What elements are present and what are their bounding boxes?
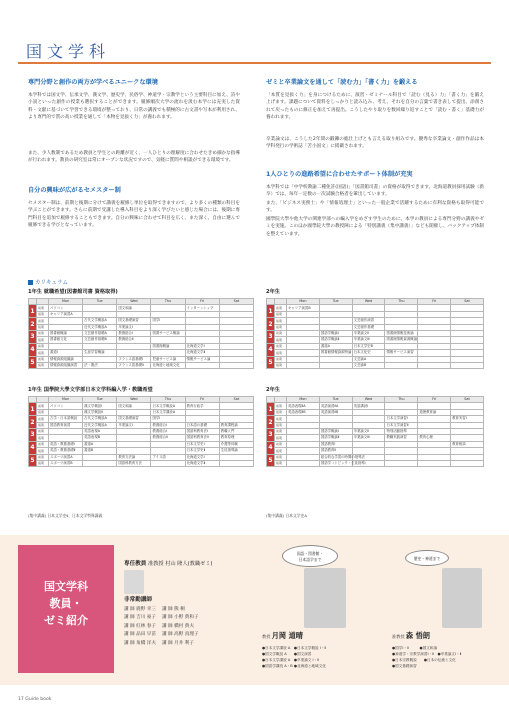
table-cell: キャリア演習A: [49, 311, 83, 317]
term-label: 前期: [275, 416, 287, 422]
period-number: 4: [267, 441, 275, 454]
timetable-4: [266, 396, 484, 467]
table-cell: 英語演習ⅡA: [319, 403, 352, 409]
table-cell: [319, 362, 352, 368]
page-footer: 17 Guide book: [18, 697, 52, 702]
table-cell: 卒業論文Ⅰ: [117, 422, 151, 428]
table-cell: 教養総合Ⅰ: [117, 330, 151, 336]
table-cell: 教育原理: [219, 435, 253, 441]
head-role: 専任教員: [124, 561, 147, 567]
table-cell: 英語演習ⅡB: [319, 409, 352, 415]
table-cell: [287, 460, 320, 466]
table-4-title: 2年生: [266, 387, 280, 393]
left-heading-1: 専門分野と創作の両方が学べるユニークな環境: [28, 79, 158, 86]
table-cell: 図書サービス概論: [151, 330, 185, 336]
table-cell: 教養総合Ⅰ: [151, 422, 185, 428]
right-paragraph-2b: また、「ビジネス実務士」や「情報処理士」といった一般企業で活躍するために有利な資格も取得可能です。: [266, 201, 484, 214]
table-cell: パソコン: [49, 403, 83, 409]
table-cell: 古学・日本語概説: [49, 416, 83, 422]
table-cell: 日本文学史Ⅰ: [185, 441, 219, 447]
period-number: 3: [29, 330, 37, 343]
table-cell: 国語科教育方法: [117, 460, 151, 466]
term-label: 後期: [37, 362, 49, 368]
professor-1-title: 教授: [262, 634, 271, 639]
table-cell: 国語学概論Ⅰ: [319, 428, 352, 434]
term-label: 後期: [37, 448, 49, 454]
left-paragraph-1: 本学科では国文学、伝承文学、漢文学、歴史学、民俗学、神道学・宗教学という主要科目に加え、詩や小説といった創作の授業も選択することができます。履修順次大学の流れを汲む本学には充実した資料・文献に基づいて学習できる環境が整っており、日常の講義でも積極的に古文書や写本が利用され、より専門的で質の高い授業を通して「本物を見抜く力」が養われます。: [28, 93, 240, 121]
speech-bubble-1: 国語・図書館・ 日本語学まで: [282, 545, 338, 567]
term-label: 後期: [275, 409, 287, 415]
table-cell: 文芸創作基礎B: [83, 337, 117, 343]
curriculum-label-text: カリキュラム: [35, 280, 68, 286]
table-cell: 児童サービス論: [151, 356, 185, 362]
table-cell: 国文和論: [117, 305, 151, 311]
table-cell: 法・憲法: [83, 362, 117, 368]
table-cell: [83, 460, 117, 466]
day-header: Thu: [151, 299, 185, 305]
table-cell: 英語表現ⅡB: [287, 409, 320, 415]
table-cell: 古代文学概説A: [83, 318, 117, 324]
table-cell: 近代文学概説A: [83, 324, 117, 330]
term-label: 前期: [275, 403, 287, 409]
table-cell: [418, 460, 451, 466]
period-number: 4: [29, 343, 37, 356]
table-cell: 教育行政学: [185, 403, 219, 409]
period-number: 1: [29, 403, 37, 416]
table-cell: 文芸創作基礎: [352, 324, 385, 330]
day-header: Tue: [319, 299, 352, 305]
table-row: [29, 460, 254, 466]
professor-2-title: 准教授: [392, 634, 405, 639]
table-cell: 情報サービス演習: [385, 350, 418, 356]
table-cell: 図書館文化: [49, 337, 83, 343]
table-cell: 英語表現B: [83, 435, 117, 441]
table-cell: 北海道文学Ⅱ: [185, 460, 219, 466]
table-cell: 日本文化史: [352, 350, 385, 356]
period-number: 2: [267, 416, 275, 429]
table-cell: 日本文学史Ⅱ: [185, 448, 219, 454]
term-label: 後期: [275, 337, 287, 343]
term-label: 後期: [275, 422, 287, 428]
faculty-banner-title: 国文学科 教員・ ゼミ紹介: [44, 580, 88, 627]
day-header: Thu: [151, 397, 185, 403]
term-label: 後期: [275, 362, 287, 368]
part-time-label: [124, 596, 152, 605]
term-label: 前期: [275, 343, 287, 349]
term-label: 後期: [275, 350, 287, 356]
table-cell: 国語学概論Ⅱ: [319, 337, 352, 343]
table-cell: 生徒指導論: [219, 448, 253, 454]
table-cell: [418, 362, 451, 368]
professor-2-name: [392, 631, 430, 642]
table-cell: 日本文学概説A: [151, 403, 185, 409]
left-paragraph-2: セメスター制は、前期と後期に分けて講義を履修し単位を取得できますので、より多くの種類の科目を学ぶことができます。さらに前期で受講した導入科目をより深く学びたいと感じた場合には、後期に専門科目を追加で履修することもできます。自分の興味に合わせて科目を広く、また深く、自由に選んで履修できる学びとなっています。: [28, 201, 240, 229]
day-header: Sat: [451, 299, 484, 305]
faculty-head: [124, 560, 212, 569]
term-label: 前期: [275, 428, 287, 434]
term-label: 前期: [37, 356, 49, 362]
term-label: 後期: [37, 337, 49, 343]
table-cell: スポーツ演習B: [49, 460, 83, 466]
period-number: 5: [267, 454, 275, 467]
table-cell: スポーツ演習A: [49, 454, 83, 460]
table-cell: 国語教育演習: [49, 422, 83, 428]
table-cell: アイヌ語: [151, 454, 185, 460]
table-cell: 国語教育Ⅰ: [319, 441, 352, 447]
part-time-label-text: 非常勤講師: [124, 597, 152, 603]
table-cell: [451, 460, 484, 466]
table-cell: 情報資源組織演習: [49, 362, 83, 368]
term-label: 後期: [37, 422, 49, 428]
term-label: 前期: [275, 330, 287, 336]
table-row: [267, 460, 484, 466]
term-label: 前期: [275, 318, 287, 324]
table-cell: 書道B: [83, 448, 117, 454]
table-cell: 日本文学史B: [352, 343, 385, 349]
professor-2-photo: [442, 568, 482, 628]
table-cell: 文芸創作演習: [352, 318, 385, 324]
table-cell: フランス語基礎Ⅱ: [117, 362, 151, 368]
professor-1-subjects: ●日本文学講読 A ●日本文学概説 Ⅰ・Ⅱ ●国文学概説 A ●国文演習 ●日本文学講読 A ●卒業論文 Ⅰ・Ⅱ ●国語学講読 A・B ●北海道と地域文化: [262, 646, 327, 668]
table-cell: 図書館情報資源特論: [320, 350, 352, 355]
period-number: 1: [267, 305, 275, 318]
table-cell: [451, 362, 484, 368]
table-cell: 生涯学習概論: [83, 350, 117, 356]
period-number: 3: [29, 428, 37, 441]
table-cell: 教育実習Ⅰ: [451, 416, 484, 422]
period-number: 3: [267, 330, 275, 343]
term-label: 後期: [37, 311, 49, 317]
term-label: 後期: [37, 324, 49, 330]
term-label: 前期: [37, 343, 49, 349]
table-cell: 英語・教養基礎Ⅱ: [49, 448, 83, 454]
table-cell: 教育相談: [451, 441, 484, 447]
professor-2-name-text: 森 悟朗: [405, 631, 430, 640]
table-cell: 文芸論B: [352, 362, 385, 368]
table-cell: フランス語基礎Ⅰ: [117, 356, 151, 362]
table-cell: 卒業論文Ⅲ: [352, 337, 385, 343]
table-row: [267, 362, 484, 368]
table-cell: 英語表現A: [83, 428, 117, 434]
day-header: Fri: [185, 299, 219, 305]
period-number: 5: [267, 356, 275, 369]
table-cell: 英語・教養基礎Ⅰ: [49, 441, 83, 447]
table-cell: 国語学（トピック・生徒指導）: [320, 461, 369, 466]
table-cell: 日本文学演習Ⅰ: [385, 416, 418, 422]
table-3-title: 1年生 国學院大學文学部日本文学科編入学・教職希望: [28, 387, 153, 393]
table-cell: キャリア演習B: [287, 305, 320, 311]
day-header: Mon: [287, 299, 320, 305]
table-cell: 英語表現ⅡA: [287, 403, 320, 409]
part-time-lecturer-row: 講 師 角橋 洋夫 講 師 月井 利子: [124, 640, 194, 646]
table-cell: [385, 362, 418, 368]
term-label: 後期: [275, 324, 287, 330]
table-cell: インターンシップ: [185, 305, 219, 311]
table-cell: 情報サービス論: [185, 356, 219, 362]
term-label: 前期: [275, 441, 287, 447]
page-title: 国文学科: [26, 42, 111, 61]
table-cell: 国語科教育法Ⅱ: [185, 435, 219, 441]
part-time-lecturer-row: 講 師 鹿野 幸三 講 師 熊 桐: [124, 607, 185, 612]
professor-2-subjects: ●国学Ⅰ・Ⅱ ●国文和論 ●神道学・宗教学演習Ⅰ・Ⅱ ●卒業論文Ⅰ・Ⅱ ●日本宗教概説 ●日本の伝統と文化 ●国文基礎演習: [392, 646, 462, 668]
term-label: 前期: [37, 441, 49, 447]
table-cell: 書道A: [83, 441, 117, 447]
period-number: 4: [267, 343, 275, 356]
period-number: 2: [29, 318, 37, 331]
table-cell: 教育課程論: [219, 422, 253, 428]
day-header: Mon: [49, 299, 83, 305]
timetable-2: [266, 298, 484, 369]
table-cell: 漢文学概説Ⅱ: [83, 409, 117, 415]
table-cell: 日本語の基礎: [185, 422, 219, 428]
table-cell: [287, 362, 320, 368]
table-cell: 情報資源組織論: [49, 356, 83, 362]
table-cell: 国語学概論Ⅰ: [319, 330, 352, 336]
timetable-3: [28, 396, 254, 467]
table-cell: 国語教育Ⅱ: [319, 448, 352, 454]
professor-1-name-text: 月岡 道晴: [271, 631, 303, 640]
day-header: Fri: [418, 397, 451, 403]
day-header: Fri: [418, 299, 451, 305]
day-header: Wed: [352, 397, 385, 403]
table-cell: 国語科教育法Ⅰ: [185, 428, 219, 434]
table-cell: 日本文学講読A: [151, 409, 185, 415]
period-number: 1: [29, 305, 37, 318]
period-number: 2: [29, 416, 37, 429]
term-label: 前期: [275, 305, 287, 311]
table-cell: 漢文学概説Ⅰ: [83, 403, 117, 409]
table-cell: [219, 362, 253, 368]
day-header: Thu: [385, 299, 418, 305]
note-1: (集中講義) 日本文学史Ⅱ、日本文学特殊講義: [28, 513, 103, 518]
period-number: 2: [267, 318, 275, 331]
table-cell: 図書館情報技術論: [385, 330, 418, 336]
term-label: 前期: [275, 454, 287, 460]
table-cell: 北海道文学Ⅱ: [185, 350, 219, 356]
table-cell: [219, 460, 253, 466]
left-paragraph-1b: また、少人数制であるため教員と学生との距離が近く、一人ひとりの理解度に合わせたきめ細かな指導が行われます。教員の研究室は常にオープンな状況ですので、気軽に質問や相談ができる環境です。: [28, 151, 240, 164]
curriculum-label: [28, 279, 68, 287]
term-label: 後期: [37, 435, 49, 441]
term-label: 後期: [275, 435, 287, 441]
day-header: Mon: [287, 397, 320, 403]
part-time-lecturer-row: 講 師 紅林 春子 講 師 橋村 典夫: [124, 623, 194, 629]
table-cell: 文芸論A: [352, 356, 385, 362]
table-cell: 書道Ⅰ: [49, 350, 83, 356]
left-heading-2: 自分の興味が広がるセメスター制: [28, 187, 121, 194]
professor-1-photo: [304, 568, 346, 628]
faculty-head-photo: [124, 570, 144, 594]
table-cell: [185, 362, 219, 368]
table-cell: 国文基礎演習: [117, 416, 151, 422]
table-cell: 北海道文学Ⅰ: [185, 343, 219, 349]
term-label: 前期: [37, 403, 49, 409]
table-cell: 近代文学概説A: [83, 422, 117, 428]
day-header: Fri: [185, 397, 219, 403]
table-cell: 卒業論文Ⅰ: [117, 324, 151, 330]
right-paragraph-2: 本学科では「中学校教諭二種免許(国語)」「図書館司書」の資格が取得できます。北海道教員採用試験（新卒）では、毎年一定数の一次試験合格者を輩出しています。: [266, 185, 484, 198]
table-cell: 英語講読Ⅰ: [352, 403, 385, 409]
day-header: Sat: [219, 299, 253, 305]
table-cell: [385, 460, 418, 466]
term-label: 後期: [275, 448, 287, 454]
head-detail: 准教授 村山 隆人(教職ゼミ): [148, 561, 213, 567]
part-time-lecturer-row: 講 師 品田 早苗 講 師 高野 真理子: [124, 632, 199, 638]
table-cell: 教養総合Ⅱ: [151, 435, 185, 441]
timetable-1: [28, 298, 254, 369]
right-paragraph-2c: 國學院大學や他大学の関連学部への編入学をめざす学生のために、本学の教員による専門分野の講義やゼミを実施。このほか國學院大學の教授陣による「特別講義（集中講義）」なども開催し、バックアップ体制を整えています。: [266, 217, 484, 237]
day-header: Wed: [117, 299, 151, 305]
table-cell: 古代文学概説A: [83, 416, 117, 422]
table-cell: 特別活動指導: [385, 428, 418, 434]
right-heading-2: 1人ひとりの進路希望に合わせたサポート体制が充実: [266, 171, 413, 178]
table-cell: [151, 460, 185, 466]
table-cell: 教養総合Ⅱ: [117, 337, 151, 343]
term-label: 前期: [275, 356, 287, 362]
table-cell: 教職入門: [219, 428, 253, 434]
table-cell: 教養総合Ⅰ: [151, 428, 185, 434]
table-cell: 書道A: [319, 343, 352, 349]
table-cell: 文芸創作基礎A: [83, 330, 117, 336]
speech-bubble-2: 歴史・神道まで: [405, 550, 449, 566]
table-cell: 国学Ⅰ: [151, 416, 185, 422]
term-label: 前期: [37, 305, 49, 311]
part-time-list: [124, 606, 274, 648]
part-time-lecturer-row: 講 師 吉川 豪子 講 師 小野 典和子: [124, 615, 199, 621]
day-header: Sat: [219, 397, 253, 403]
professor-1-name: [262, 631, 303, 642]
table-cell: 図書館情報資源概論: [386, 337, 417, 342]
day-header: Mon: [49, 397, 83, 403]
day-header: Thu: [385, 397, 418, 403]
table-cell: パソコン: [49, 305, 83, 311]
term-label: 前期: [37, 428, 49, 434]
table-cell: 教育方法論: [117, 454, 151, 460]
table-cell: 日本文学演習Ⅱ: [385, 422, 418, 428]
table-cell: 教育心理: [418, 435, 451, 441]
note-2: (集中講義) 日本文学史A: [266, 513, 307, 518]
day-header: Tue: [319, 397, 352, 403]
table-cell: 卒業論文Ⅱ: [352, 330, 385, 336]
day-header: Sat: [451, 397, 484, 403]
table-cell: 教職実践演習: [385, 435, 418, 441]
table-cell: 介護等体験: [219, 441, 253, 447]
right-paragraph-1b: 卒業論文は、こうした2年間の鍛錬の総仕上げとも言える取り組みです。優秀な卒業論文・創作作品は本学科発行の学術誌「苫小国文」に掲載されます。: [266, 137, 484, 150]
period-number: 3: [267, 428, 275, 441]
table-cell: 卒業論文Ⅲ: [352, 435, 385, 441]
day-header: Tue: [83, 299, 117, 305]
term-label: 後期: [37, 350, 49, 356]
table-cell: 国文基礎演習: [117, 318, 151, 324]
period-number: 4: [29, 441, 37, 454]
term-label: 後期: [37, 409, 49, 415]
day-header: Tue: [83, 397, 117, 403]
table-1-title: 1年生 就職希望(図書館司書 資格取得): [28, 289, 118, 295]
term-label: 後期: [275, 311, 287, 317]
table-2-title: 2年生: [266, 289, 280, 295]
day-header: Wed: [352, 299, 385, 305]
term-label: 前期: [37, 454, 49, 460]
table-cell: 図書館概論: [49, 330, 83, 336]
table-cell: 図書館概論: [151, 343, 185, 349]
day-header: Wed: [117, 397, 151, 403]
table-cell: 北海道文学Ⅰ: [185, 454, 219, 460]
table-cell: 卒業論文Ⅱ: [352, 428, 385, 434]
table-cell: 総合的な学習の時間の指導法: [320, 454, 365, 459]
square-icon: [28, 280, 33, 285]
table-cell: 北海道と地域文化: [151, 362, 185, 368]
period-number: 5: [29, 356, 37, 369]
period-number: 5: [29, 454, 37, 467]
period-number: 1: [267, 403, 275, 416]
table-cell: 国学Ⅰ: [151, 318, 185, 324]
right-heading-1: ゼミと卒業論文を通して「読む力」「書く力」を鍛える: [266, 79, 418, 86]
term-label: 前期: [37, 318, 49, 324]
table-cell: 国文和論: [117, 403, 151, 409]
term-label: 後期: [275, 460, 287, 466]
right-paragraph-1: 「本質を見抜く力」を身につけるために、演習・ゼミナール科目で「読む（見る）力」「書く力」を鍛え上げます。課題について資料をしっかりと読み込み、考え、それを自分の言葉で書き表して提出。添削されて戻ったものに修正を加えて再提出。こうしたやり取りを数回繰り返すことで「読む・書く」基礎力が養われます。: [266, 93, 484, 121]
table-row: [29, 362, 254, 368]
term-label: 後期: [37, 460, 49, 466]
term-label: 前期: [37, 416, 49, 422]
term-label: 前期: [37, 330, 49, 336]
table-cell: 道徳教育論: [418, 409, 451, 415]
table-cell: 国語学概論Ⅱ: [319, 435, 352, 441]
